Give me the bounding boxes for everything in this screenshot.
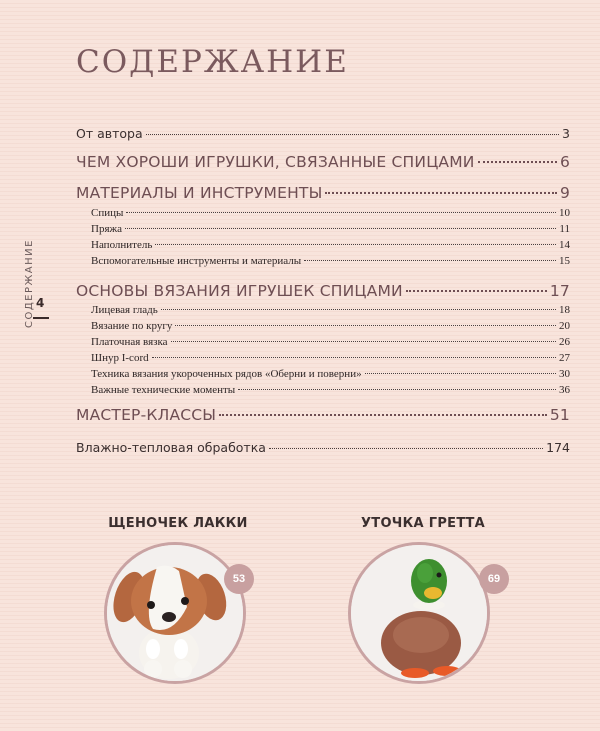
toc-entry-page: 11 (559, 223, 570, 235)
toc-entry-page: 174 (546, 440, 570, 455)
page-badge-duck: 69 (479, 564, 509, 594)
toc-entry-label: Вязание по кругу (91, 320, 173, 332)
toc-entry-label: Пряжа (91, 223, 122, 235)
toc-subentry[interactable] (91, 255, 570, 267)
toc-subentry[interactable] (91, 304, 570, 316)
leader-dots (126, 212, 556, 213)
toc-entry-page: 14 (559, 239, 570, 251)
leader-dots (146, 134, 559, 135)
section-side-label: СОДЕРЖАНИЕ (24, 239, 35, 328)
toc-entry-page: 18 (559, 304, 570, 316)
puppy-photo[interactable] (104, 542, 246, 684)
toc-subentry[interactable] (91, 384, 570, 396)
toc-entry-page: 9 (559, 184, 570, 202)
toc-entry-label: От автора (76, 126, 143, 141)
duck-illustration (351, 545, 487, 681)
toc-entry-label: Наполнитель (91, 239, 153, 251)
leader-dots (238, 389, 556, 390)
leader-dots (125, 228, 556, 229)
toc-entry-page: 10 (559, 207, 570, 219)
toc-entry-label: МАСТЕР-КЛАССЫ (76, 406, 217, 424)
toc-entry-page: 51 (549, 406, 570, 424)
toc-subentry[interactable] (91, 368, 570, 380)
toc-entry-page: 20 (559, 320, 570, 332)
toc-entry-label: Важные технические моменты (91, 384, 236, 396)
toc-entry-basics[interactable] (76, 282, 570, 300)
page-badge-puppy: 53 (224, 564, 254, 594)
toc-entry-materials[interactable] (76, 184, 570, 202)
toc-entry-page: 36 (559, 384, 570, 396)
leader-dots (304, 260, 556, 261)
toc-entry-label: Влажно-тепловая обработка (76, 440, 266, 455)
leader-dots (365, 373, 556, 374)
toc-entry-page: 15 (559, 255, 570, 267)
toc-entry-label: МАТЕРИАЛЫ И ИНСТРУМЕНТЫ (76, 184, 323, 202)
toc-entry-why-toys[interactable] (76, 153, 570, 171)
page-number: 4 (36, 296, 45, 310)
page-number-divider (33, 317, 49, 319)
toc-subentry[interactable] (91, 320, 570, 332)
toc-entry-page: 3 (562, 126, 570, 141)
toc-subentry[interactable] (91, 336, 570, 348)
leader-dots (152, 357, 556, 358)
leader-dots (219, 414, 547, 416)
toc-entry-page: 27 (559, 352, 570, 364)
toc-entry-author[interactable] (76, 126, 570, 141)
toc-subentry[interactable] (91, 223, 570, 235)
leader-dots (171, 341, 556, 342)
toc-subentry[interactable] (91, 352, 570, 364)
leader-dots (325, 192, 556, 194)
toc-entry-label: ЧЕМ ХОРОШИ ИГРУШКИ, СВЯЗАННЫЕ СПИЦАМИ (76, 153, 475, 171)
toc-entry-label: ОСНОВЫ ВЯЗАНИЯ ИГРУШЕК СПИЦАМИ (76, 282, 403, 300)
toc-entry-label: Платочная вязка (91, 336, 168, 348)
toc-entry-page: 30 (559, 368, 570, 380)
leader-dots (406, 290, 547, 292)
toc-entry-label: Вспомогательные инструменты и материалы (91, 255, 302, 267)
toc-entry-page: 26 (559, 336, 570, 348)
toc-subentry[interactable] (91, 239, 570, 251)
card-title-duck: УТОЧКА ГРЕТТА (360, 516, 486, 531)
toc-entry-page: 17 (549, 282, 570, 300)
leader-dots (269, 448, 543, 449)
toc-entry-page: 6 (559, 153, 570, 171)
toc-entry-label: Техника вязания укороченных рядов «Оберни и поверни» (91, 368, 362, 380)
toc-entry-masterclasses[interactable] (76, 406, 570, 424)
leader-dots (161, 309, 556, 310)
leader-dots (175, 325, 556, 326)
duck-photo[interactable] (348, 542, 490, 684)
toc-entry-label: Лицевая гладь (91, 304, 158, 316)
toc-entry-label: Спицы (91, 207, 124, 219)
leader-dots (478, 161, 557, 163)
toc-entry-finishing[interactable] (76, 440, 570, 455)
card-title-puppy: ЩЕНОЧЕК ЛАККИ (108, 516, 248, 531)
toc-subentry[interactable] (91, 207, 570, 219)
puppy-illustration (107, 545, 243, 681)
page-title: СОДЕРЖАНИЕ (76, 44, 349, 80)
toc-entry-label: Шнур I-cord (91, 352, 149, 364)
leader-dots (155, 244, 556, 245)
